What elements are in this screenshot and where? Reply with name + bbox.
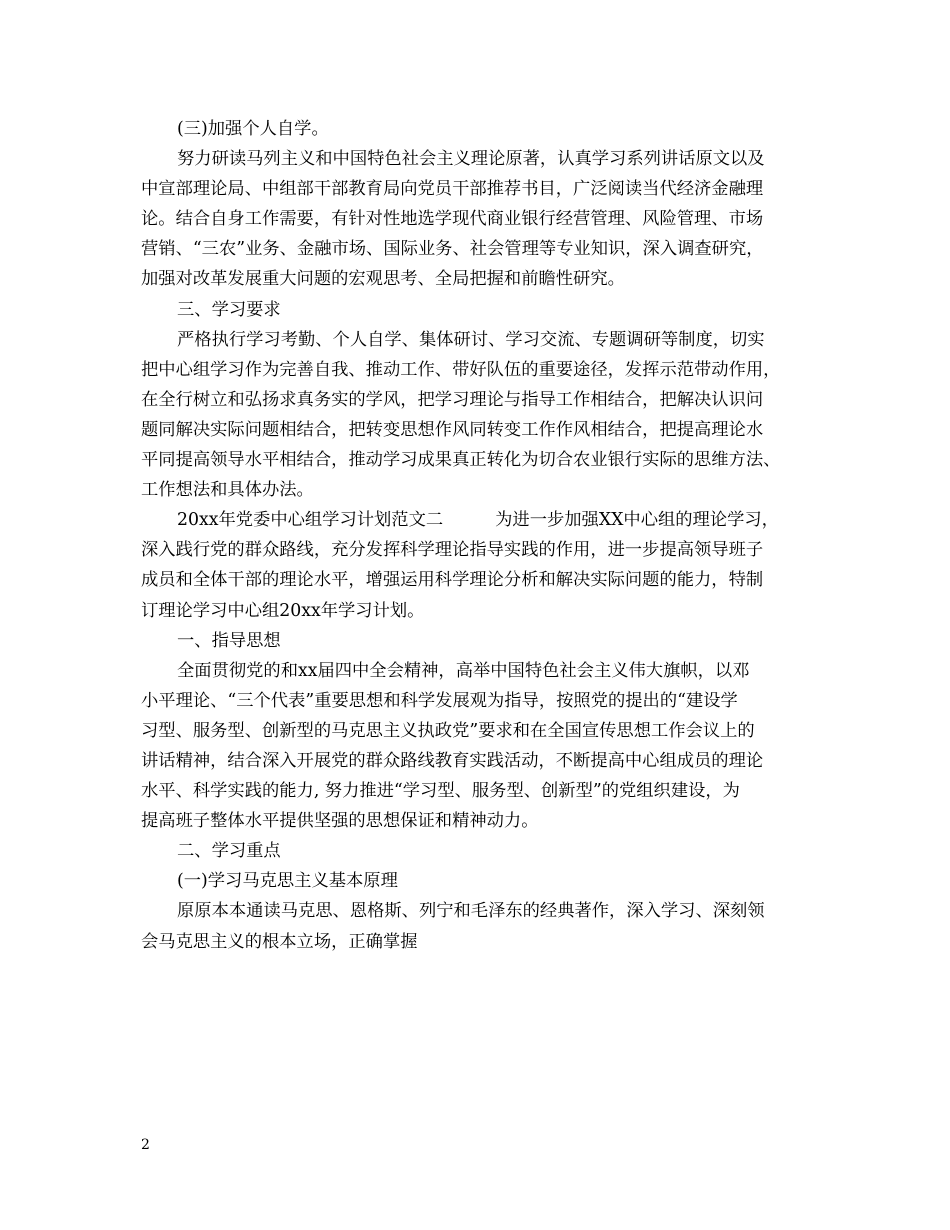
- text-line: 一、指导思想: [177, 630, 281, 651]
- text-line: 题同解决实际问题相结合，把转变思想作风同转变工作作风相结合，把提高理论水: [141, 419, 764, 440]
- heading-guiding-thought: [141, 626, 821, 656]
- paragraph-guiding-thought: [141, 656, 821, 837]
- text-line: 水平、科学实践的能力, 努力推进“学习型、服务型、创新型”的党组织建设，为: [141, 781, 740, 802]
- text-line: 小平理论、“三个代表”重要思想和科学发展观为指导，按照党的提出的“建设学: [141, 690, 738, 711]
- text-line: 工作想法和具体办法。: [141, 480, 314, 501]
- text-line: 习型、服务型、创新型的马克思主义执政党”要求和在全国宣传思想工作会议上的: [141, 720, 755, 741]
- text-line: 原原本本通读马克思、恩格斯、列宁和毛泽东的经典著作，深入学习、深刻领: [177, 901, 765, 922]
- document-body: [141, 114, 821, 957]
- sample-two-title: 20xx年党委中心组学习计划范文二: [177, 510, 444, 531]
- text-line: 三、学习要求: [177, 299, 281, 320]
- text-line: 深入践行党的群众路线，充分发挥科学理论指导实践的作用，进一步提高领导班子: [141, 540, 764, 561]
- text-line: 中宣部理论局、中组部干部教育局向党员干部推荐书目，广泛阅读当代经济金融理: [141, 179, 764, 200]
- page-number: 2: [141, 1137, 150, 1153]
- paragraph-study-requirements: [141, 325, 821, 506]
- text-line: 加强对改革发展重大问题的宏观思考、全局把握和前瞻性研究。: [141, 269, 625, 290]
- text-line: 订理论学习中心组20xx年学习计划。: [141, 600, 425, 621]
- text-line: (三)加强个人自学。: [177, 119, 329, 139]
- text-line: 努力研读马列主义和中国特色社会主义理论原著，认真学习系列讲话原文以及: [177, 149, 765, 170]
- text-line: 营销、“三农”业务、金融市场、国际业务、社会管理等专业知识，深入调查研究，: [141, 239, 764, 260]
- text-line: [141, 505, 821, 535]
- heading-self-study: [141, 114, 821, 144]
- text-line: 讲话精神，结合深入开展党的群众路线教育实践活动，不断提高中心组成员的理论: [141, 750, 764, 771]
- text-line: 把中心组学习作为完善自我、推动工作、带好队伍的重要途径，发挥示范带动作用，: [141, 359, 781, 380]
- text-line: 论。结合自身工作需要，有针对性地选学现代商业银行经营管理、风险管理、市场: [141, 209, 764, 230]
- heading-study-focus: [141, 836, 821, 866]
- paragraph-self-study: [141, 144, 821, 294]
- sample-two-intro: 为进一步加强XX中心组的理论学习，: [495, 510, 779, 531]
- text-line: 二、学习重点: [177, 841, 281, 862]
- text-line: 在全行树立和弘扬求真务实的学风，把学习理论与指导工作相结合，把解决认识问: [141, 389, 764, 410]
- heading-marxism-principles: [141, 866, 821, 896]
- paragraph-marxism: [141, 896, 821, 956]
- text-line: 严格执行学习考勤、个人自学、集体研讨、学习交流、专题调研等制度，切实: [177, 329, 765, 350]
- paragraph-sample-two: [141, 505, 821, 625]
- text-line: 会马克思主义的根本立场，正确掌握: [141, 931, 418, 952]
- text-line: (一)学习马克思主义基本原理: [177, 871, 398, 892]
- heading-study-requirements: [141, 295, 821, 325]
- text-line: 平同提高领导水平相结合，推动学习成果真正转化为切合农业银行实际的思维方法、: [141, 450, 781, 471]
- text-line: 全面贯彻党的和xx届四中全会精神，高举中国特色社会主义伟大旗帜，以邓: [177, 660, 750, 681]
- text-line: 提高班子整体水平提供坚强的思想保证和精神动力。: [141, 811, 539, 832]
- text-line: 成员和全体干部的理论水平，增强运用科学理论分析和解决实际问题的能力，特制: [141, 570, 764, 591]
